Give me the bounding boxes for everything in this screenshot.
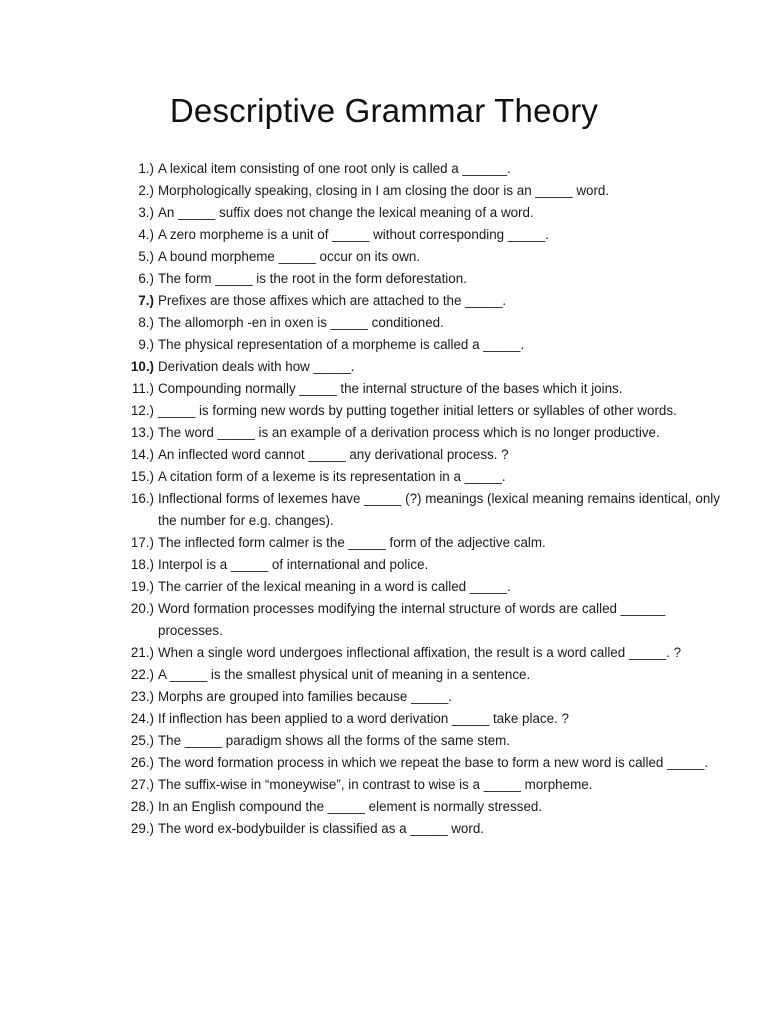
question-number: 10.) xyxy=(130,359,154,374)
question-number: 9.) xyxy=(138,337,154,352)
question-number: 2.) xyxy=(138,183,154,198)
question-text: Prefixes are those affixes which are attached to the _____. xyxy=(158,293,507,308)
question-number: 23.) xyxy=(130,689,154,704)
question-item xyxy=(110,180,720,202)
question-item xyxy=(110,158,720,180)
question-text: The physical representation of a morpheme is called a _____. xyxy=(158,337,525,352)
question-text: Derivation deals with how _____. xyxy=(158,359,355,374)
question-text: A zero morpheme is a unit of _____ without corresponding _____. xyxy=(158,227,549,242)
question-number: 21.) xyxy=(130,645,154,660)
question-text: Morphologically speaking, closing in I am closing the door is an _____ word. xyxy=(158,183,610,198)
question-text: The allomorph -en in oxen is _____ conditioned. xyxy=(158,315,444,330)
question-text: The form _____ is the root in the form deforestation. xyxy=(158,271,467,286)
question-item xyxy=(110,488,720,532)
question-list xyxy=(110,158,720,840)
question-number: 29.) xyxy=(130,821,154,836)
question-item xyxy=(110,664,720,686)
question-item xyxy=(110,686,720,708)
question-item xyxy=(110,576,720,598)
question-item xyxy=(110,378,720,400)
question-item xyxy=(110,554,720,576)
question-item xyxy=(110,752,720,774)
question-number: 20.) xyxy=(130,601,154,616)
question-number: 25.) xyxy=(130,733,154,748)
question-text: The word _____ is an example of a derivation process which is no longer productive. xyxy=(158,425,660,440)
question-item xyxy=(110,202,720,224)
question-text: If inflection has been applied to a word derivation _____ take place. ? xyxy=(158,711,569,726)
question-number: 24.) xyxy=(130,711,154,726)
question-item xyxy=(110,642,720,664)
page-title: Descriptive Grammar Theory xyxy=(169,92,599,129)
question-text: The inflected form calmer is the _____ form of the adjective calm. xyxy=(158,535,546,550)
question-number: 16.) xyxy=(130,491,154,506)
question-item xyxy=(110,708,720,730)
question-text: The word ex-bodybuilder is classified as a _____ word. xyxy=(158,821,485,836)
question-text: Morphs are grouped into families because _____. xyxy=(158,689,453,704)
question-number: 14.) xyxy=(130,447,154,462)
question-number: 17.) xyxy=(130,535,154,550)
question-number: 27.) xyxy=(130,777,154,792)
question-text: Word formation processes modifying the internal structure of words are called ______ processes. xyxy=(158,601,666,638)
question-item xyxy=(110,312,720,334)
question-item xyxy=(110,224,720,246)
question-number: 15.) xyxy=(130,469,154,484)
question-number: 3.) xyxy=(138,205,154,220)
question-text: The word formation process in which we repeat the base to form a new word is called _____. xyxy=(158,755,709,770)
question-item xyxy=(110,356,720,378)
question-item xyxy=(110,796,720,818)
question-number: 18.) xyxy=(130,557,154,572)
question-number: 1.) xyxy=(138,161,154,176)
question-text: A lexical item consisting of one root only is called a ______. xyxy=(158,161,511,176)
question-item xyxy=(110,466,720,488)
question-text: A bound morpheme _____ occur on its own. xyxy=(158,249,421,264)
question-item xyxy=(110,268,720,290)
question-text: The carrier of the lexical meaning in a word is called _____. xyxy=(158,579,511,594)
question-number: 6.) xyxy=(138,271,154,286)
question-text: When a single word undergoes inflectional affixation, the result is a word called _____. ? xyxy=(158,645,682,660)
question-item xyxy=(110,774,720,796)
question-item xyxy=(110,444,720,466)
question-number: 28.) xyxy=(130,799,154,814)
question-text: The _____ paradigm shows all the forms of the same stem. xyxy=(158,733,511,748)
question-item xyxy=(110,334,720,356)
question-text: The suffix-wise in “moneywise”, in contrast to wise is a _____ morpheme. xyxy=(158,777,593,792)
question-number: 7.) xyxy=(138,293,154,308)
question-text: Interpol is a _____ of international and police. xyxy=(158,557,429,572)
question-item xyxy=(110,818,720,840)
question-text: In an English compound the _____ element is normally stressed. xyxy=(158,799,543,814)
question-number: 8.) xyxy=(138,315,154,330)
question-text: An inflected word cannot _____ any derivational process. ? xyxy=(158,447,509,462)
question-number: 26.) xyxy=(130,755,154,770)
question-number: 4.) xyxy=(138,227,154,242)
question-text: Compounding normally _____ the internal structure of the bases which it joins. xyxy=(158,381,623,396)
question-text: An _____ suffix does not change the lexical meaning of a word. xyxy=(158,205,534,220)
question-number: 5.) xyxy=(138,249,154,264)
question-text: Inflectional forms of lexemes have _____ (?) meanings (lexical meaning remains identical, only the number for e.g. changes). xyxy=(158,491,720,528)
question-number: 12.) xyxy=(130,403,154,418)
question-item xyxy=(110,400,720,422)
question-item xyxy=(110,422,720,444)
question-number: 13.) xyxy=(130,425,154,440)
question-item xyxy=(110,290,720,312)
question-item xyxy=(110,598,720,642)
question-number: 11.) xyxy=(131,381,154,396)
question-item xyxy=(110,532,720,554)
question-text: _____ is forming new words by putting together initial letters or syllables of other words. xyxy=(158,403,677,418)
question-number: 22.) xyxy=(130,667,154,682)
question-item xyxy=(110,730,720,752)
question-item xyxy=(110,246,720,268)
question-number: 19.) xyxy=(130,579,154,594)
question-text: A citation form of a lexeme is its representation in a _____. xyxy=(158,469,506,484)
question-text: A _____ is the smallest physical unit of meaning in a sentence. xyxy=(158,667,531,682)
